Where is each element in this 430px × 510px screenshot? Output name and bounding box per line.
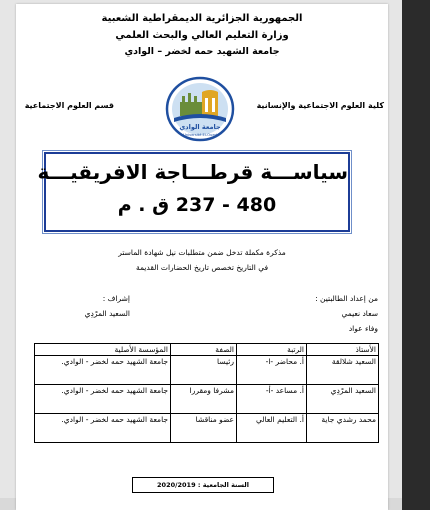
memo-specialty: في التاريخ تخصص تاريخ الحضارات القديمة	[135, 263, 269, 272]
supervisor-name: السعيد المرْدِي	[84, 309, 130, 318]
prepared-by-label: من إعداد الطالبتين :	[315, 294, 378, 303]
table-row	[35, 414, 379, 443]
column-header: الأستاذ	[307, 344, 379, 356]
title-frame	[37, 152, 350, 232]
role-cell: رئيسا	[171, 356, 237, 385]
student-name: سعاد نعيمي	[341, 309, 378, 318]
institution-cell: جامعة الشهيد حمه لخضر - الوادي.	[35, 385, 171, 414]
table-header-row	[35, 344, 379, 356]
document-page	[16, 4, 388, 510]
rank-cell: أ. محاضر -ا-	[237, 356, 307, 385]
thesis-period: 480 - 237 ق . م	[117, 194, 277, 216]
rank-cell: أ. التعليم العالي	[237, 414, 307, 443]
header-republic: الجمهورية الجزائرية الديمقراطية الشعبية	[101, 13, 303, 24]
faculty-label: كلية العلوم الاجتماعية والإنسانية	[256, 101, 384, 110]
supervision-label: إشراف :	[102, 294, 130, 303]
window-right-strip	[402, 0, 430, 510]
department-label: قسم العلوم الاجتماعية	[24, 101, 114, 110]
thesis-title: سياســـة قرطـــاجة الافريقيـــة	[37, 160, 348, 184]
logo-arabic-text: جامعة الوادي	[179, 123, 221, 131]
student-name: وفاء عواد	[348, 324, 378, 333]
university-logo	[162, 74, 238, 144]
column-header: الرتبة	[237, 344, 307, 356]
table-row	[35, 385, 379, 414]
table-row	[35, 356, 379, 385]
rank-cell: أ. مساعد -أ-	[237, 385, 307, 414]
professor-cell: السعيد شلالقة	[307, 356, 379, 385]
academic-year-box: السنة الجامعية : 2020/2019	[132, 477, 274, 493]
column-header: الصفة	[171, 344, 237, 356]
header-university: جامعة الشهيد حمه لخضر – الوادي	[124, 46, 280, 57]
role-cell: عضو مناقشا	[171, 414, 237, 443]
role-cell: مشرفا ومقررا	[171, 385, 237, 414]
column-header: المؤسسة الأصلية	[35, 344, 171, 356]
header-ministry: وزارة التعليم العالي والبحث العلمي	[115, 30, 289, 41]
committee-table	[34, 343, 379, 443]
institution-cell: جامعة الشهيد حمه لخضر - الوادي.	[35, 356, 171, 385]
professor-cell: السعيد المرْدِي	[307, 385, 379, 414]
memo-purpose: مذكرة مكملة تدخل ضمن متطلبات نيل شهادة الماستر	[118, 248, 286, 257]
institution-cell: جامعة الشهيد حمه لخضر - الوادي.	[35, 414, 171, 443]
logo-french-text: Université El-Oued	[183, 133, 217, 137]
professor-cell: محمد رشدي جاية	[307, 414, 379, 443]
